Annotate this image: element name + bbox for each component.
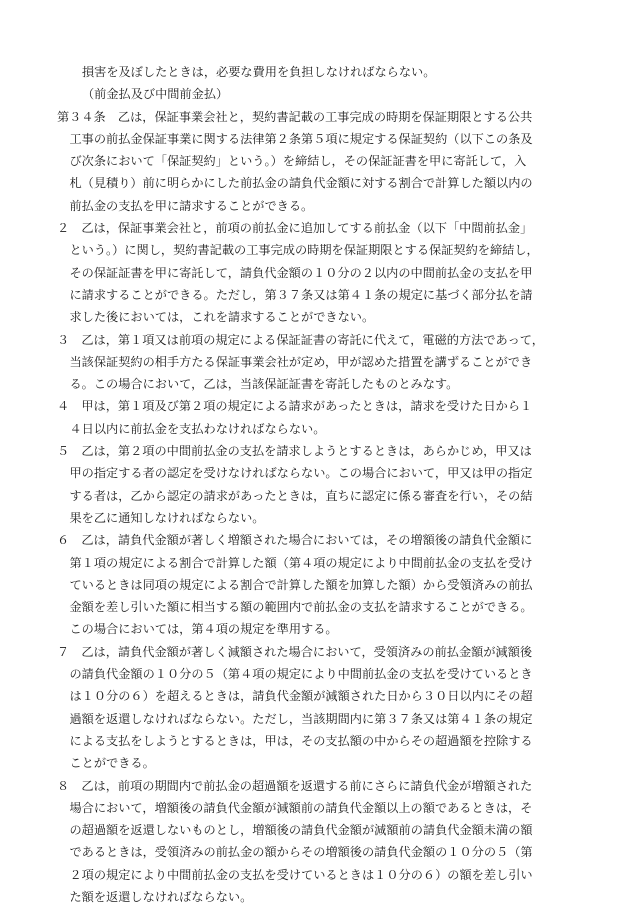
text-line: 当該保証契約の相手方たる保証事業会社が定め，甲が認めた措置を講ずることができ [69, 354, 533, 369]
text-line: ５ 乙は，第２項の中間前払金の支払を請求しようとするときは，あらかじめ，甲又は [57, 444, 532, 459]
text-line: 第３４条 乙は，保証事業会社と，契約書記載の工事完成の時期を保証期限とする公共 [57, 109, 533, 124]
text-line: ４日以内に前払金を支払わなければならない。 [69, 421, 326, 436]
text-line: 場合において，増額後の請負代金額が減額前の請負代金額以上の額であるときは，そ [69, 800, 533, 815]
text-line: ６ 乙は，請負代金額が著しく増額された場合においては，その増額後の請負代金額に [57, 533, 533, 548]
document-body [57, 61, 584, 908]
text-line: する者は，乙から認定の請求があったときは，直ちに認定に係る審査を行い，その結 [69, 488, 533, 503]
text-line: 金額を差し引いた額に相当する額の範囲内で前払金の支払を請求することができる。 [69, 600, 533, 615]
text-line: ８ 乙は，前項の期間内で前払金の超過額を返還する前にさらに請負代金が増額された [57, 778, 533, 793]
text-line: ４ 甲は，第１項及び第２項の規定による請求があったときは，請求を受けた日から１ [57, 399, 533, 414]
text-line: は１０分の６）を超えるときは，請負代金額が減額された日から３０日以内にその超 [69, 689, 533, 704]
text-line: この場合においては，第４項の規定を準用する。 [69, 622, 338, 637]
text-line: 甲の指定する者の認定を受けなければならない。この場合において，甲又は甲の指定 [69, 466, 533, 481]
text-line: 過額を返還しなければならない。ただし，当該期間内に第３７条又は第４１条の規定 [69, 711, 533, 726]
text-line: その保証証書を甲に寄託して，請負代金額の１０分の２以内の中間前払金の支払を甲 [69, 265, 533, 280]
text-line: び次条において「保証契約」という。）を締結し，その保証証書を甲に寄託して，入 [69, 154, 527, 169]
text-line: 第１項の規定による割合で計算した額（第４項の規定により中間前払金の支払を受け [69, 555, 533, 570]
text-line: であるときは，受領済みの前払金の額からその増額後の請負代金額の１０分の５（第 [69, 845, 533, 860]
text-line: ２ 乙は，保証事業会社と，前項の前払金に追加してする前払金（以下「中間前払金」 [57, 221, 533, 236]
text-line: た額を返還しなければならない。 [69, 889, 253, 904]
text-line: る。この場合において，乙は，当該保証証書を寄託したものとみなす。 [69, 377, 459, 392]
text-line: ３ 乙は，第１項又は前項の規定による保証証書の寄託に代えて，電磁的方法であって， [57, 332, 544, 347]
text-line: （前金払及び中間前金払） [82, 87, 229, 102]
text-line: 求した後においては，これを請求することができない。 [69, 310, 375, 325]
text-line: 札（見積り）前に明らかにした前払金の請負代金額に対する割合で計算した額以内の [69, 176, 533, 191]
text-line: 損害を及ぼしたときは，必要な費用を負担しなければならない。 [82, 65, 436, 79]
text-line: に請求することができる。ただし，第３７条又は第４１条の規定に基づく部分払を請 [69, 287, 533, 302]
text-line: ことができる。 [69, 756, 155, 771]
text-line: 果を乙に通知しなければならない。 [69, 510, 265, 525]
text-line: という。）に関し，契約書記載の工事完成の時期を保証期限とする保証契約を締結し， [69, 243, 539, 258]
text-line: ２項の規定により中間前払金の支払を受けているときは１０分の６）の額を差し引い [69, 867, 533, 882]
text-line: ているときは同項の規定による割合で計算した額を加算した額）から受領済みの前払 [69, 577, 533, 592]
text-line: 前払金の支払を甲に請求することができる。 [69, 198, 314, 213]
text-line: による支払をしようとするときは，甲は，その支払額の中からその超過額を控除する [69, 733, 533, 748]
text-line: ７ 乙は，請負代金額が著しく減額された場合において，受領済みの前払金額が減額後 [57, 644, 533, 659]
text-line: の超過額を返還しないものとし，増額後の請負代金額が減額前の請負代金額未満の額 [69, 823, 533, 838]
text-line: 工事の前払金保証事業に関する法律第２条第５項に規定する保証契約（以下この条及 [69, 131, 533, 146]
text-line: の請負代金額の１０分の５（第４項の規定により中間前払金の支払を受けているとき [69, 667, 533, 682]
